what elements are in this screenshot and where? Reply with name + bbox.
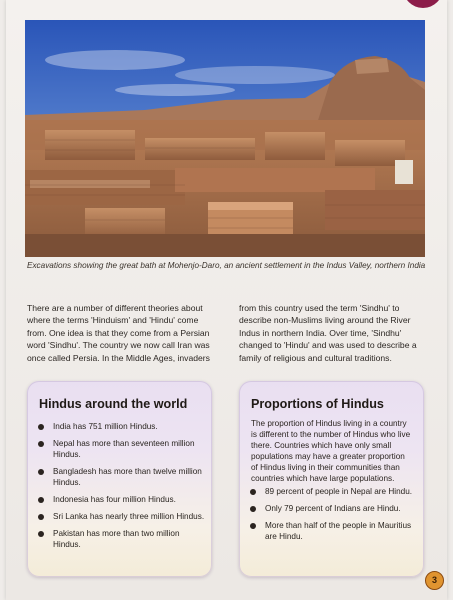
panel-title: Hindus around the world: [39, 397, 188, 411]
panel-title: Proportions of Hindus: [251, 397, 384, 411]
list-item: Pakistan has more than two million Hindus.: [37, 528, 207, 550]
bullet-list: [37, 421, 207, 556]
page-number-badge: 3: [425, 571, 444, 590]
list-item: Bangladesh has more than twelve million Hindus.: [37, 466, 207, 488]
chapter-tab: [403, 0, 443, 8]
proportions-of-hindus-panel: [239, 381, 424, 577]
list-item: 89 percent of people in Nepal are Hindu.: [249, 486, 419, 497]
list-item: More than half of the people in Mauritius are Hindu.: [249, 520, 419, 542]
bullet-icon: [38, 469, 44, 475]
list-item: Only 79 percent of Indians are Hindu.: [249, 503, 419, 514]
excavation-photo: [25, 20, 425, 257]
bullet-icon: [38, 497, 44, 503]
bullet-icon: [38, 531, 44, 537]
photo-caption: Excavations showing the great bath at Mohenjo-Daro, an ancient settlement in the Indus Valley, northern India: [27, 261, 426, 270]
panel-intro-text: The proportion of Hindus living in a country is different to the number of Hindus who live there. Countries which have only small populations may have a greater proportion of Hindus living in their communities than countries which have large populations.: [251, 419, 411, 483]
body-text-right: from this country used the term 'Sindhu' to describe non-Muslims living around the River Indus in northern India. Over time, 'Sindhu' changed to 'Hindu' and was used to describe a family of religious and cultural traditions.: [239, 302, 417, 363]
list-item: Sri Lanka has nearly three million Hindus.: [37, 511, 207, 522]
list-item: India has 751 million Hindus.: [37, 421, 207, 432]
bullet-icon: [250, 523, 256, 529]
book-page: [6, 0, 447, 600]
body-text-left: There are a number of different theories about where the terms 'Hinduism' and 'Hindu' come from. One idea is that they come from a Persian word 'Sindhu'. The country we now call Iran was once called Persia. In the Middle Ages, invaders: [27, 302, 210, 363]
bullet-icon: [250, 506, 256, 512]
list-item: Indonesia has four million Hindus.: [37, 494, 207, 505]
bullet-icon: [250, 489, 256, 495]
hindus-around-the-world-panel: [27, 381, 212, 577]
bullet-icon: [38, 441, 44, 447]
bullet-icon: [38, 514, 44, 520]
bullet-list: [249, 486, 419, 548]
bullet-icon: [38, 424, 44, 430]
list-item: Nepal has more than seventeen million Hindus.: [37, 438, 207, 460]
